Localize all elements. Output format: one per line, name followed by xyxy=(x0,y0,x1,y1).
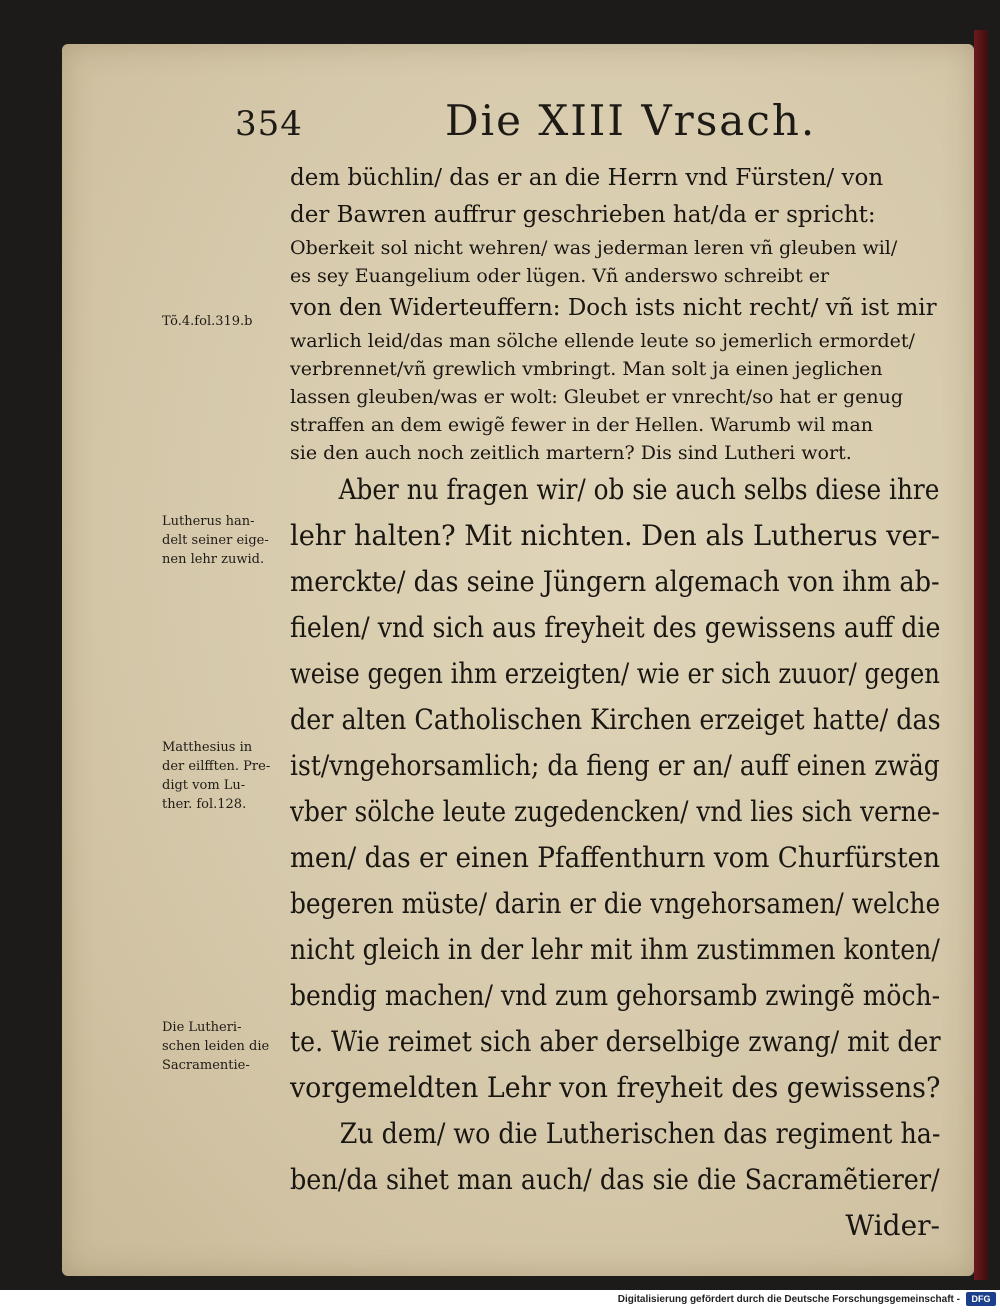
text-line: te. Wie reimet sich aber derselbige zwang/ mit der xyxy=(290,1025,941,1058)
margin-note-line: digt vom Lu- xyxy=(162,778,246,793)
text-line: Aber nu fragen wir/ ob sie auch selbs diese ihre xyxy=(338,473,940,506)
text-line: vorgemeldten Lehr von freyheit des gewissens? xyxy=(290,1071,941,1104)
margin-note-line: schen leiden die xyxy=(162,1039,270,1054)
margin-note-line: ther. fol.128. xyxy=(162,797,247,812)
text-line: der alten Catholischen Kirchen erzeiget hatte/ das xyxy=(290,703,941,736)
text-line: ben/da sihet man auch/ das sie die Sacramẽtierer/ xyxy=(290,1163,940,1196)
dfg-logo: DFG xyxy=(966,1292,996,1306)
text-line: nicht gleich in der lehr mit ihm zustimmen konten/ xyxy=(290,933,940,966)
text-line: der Bawren auffrur geschrieben hat/da er spricht: xyxy=(290,202,876,228)
margin-note-matthesius xyxy=(162,738,270,814)
margin-note-line: der eilfften. Pre- xyxy=(162,759,271,774)
text-line: verbrennet/vñ grewlich vmbringt. Man solt ja einen jeglichen xyxy=(290,358,883,380)
margin-note-line: Matthesius in xyxy=(162,740,253,755)
margin-note-line: Tõ.4.fol.319.b xyxy=(162,314,253,329)
main-text-block xyxy=(290,160,940,1249)
text-line: es sey Euangelium oder lügen. Vñ anderswo schreibt er xyxy=(290,265,830,287)
text-line: von den Widerteuffern: Doch ists nicht recht/ vñ ist mir xyxy=(290,295,937,321)
page-header xyxy=(235,96,935,156)
margin-note-line: nen lehr zuwid. xyxy=(162,552,265,567)
text-line: begeren müste/ darin er die vngehorsamen/ welche xyxy=(290,887,941,920)
margin-note-line: Lutherus han- xyxy=(162,514,255,529)
page-number: 354 xyxy=(235,104,303,144)
text-line: Zu dem/ wo die Lutherischen das regiment ha- xyxy=(339,1117,941,1150)
text-line: warlich leid/das man sölche ellende leute so jemerlich ermordet/ xyxy=(290,330,915,352)
text-line: straffen an dem ewigẽ fewer in der Hellen. Warumb wil man xyxy=(290,414,874,436)
text-line: sie den auch noch zeitlich martern? Dis sind Lutheri wort. xyxy=(290,442,852,464)
text-line: vber sölche leute zugedencken/ vnd lies sich verne- xyxy=(290,795,940,828)
text-line: ist/vngehorsamlich; da fieng er an/ auff einen zwäg xyxy=(290,749,940,782)
book-edge xyxy=(974,30,988,1280)
text-line: weise gegen ihm erzeigten/ wie er sich zuuor/ gegen xyxy=(290,657,940,690)
text-line: merckte/ das seine Jüngern algemach von ihm ab- xyxy=(290,565,940,598)
margin-note-reference xyxy=(162,312,253,331)
margin-note-line: delt seiner eige- xyxy=(162,533,269,548)
margin-note-line: Sacramentie- xyxy=(162,1058,250,1073)
text-line: bendig machen/ vnd zum gehorsamb zwingẽ möch- xyxy=(290,979,941,1012)
margin-note-line: Die Lutheri- xyxy=(162,1020,242,1035)
text-line: fielen/ vnd sich aus freyheit des gewissens auff die xyxy=(290,611,941,644)
text-line: dem büchlin/ das er an die Herrn vnd Fürsten/ von xyxy=(290,165,884,191)
running-head: Die XIII Vrsach. xyxy=(445,96,817,145)
digitization-credit: Digitalisierung gefördert durch die Deutsche Forschungsgemeinschaft - xyxy=(617,1294,960,1305)
margin-note-lutherus xyxy=(162,512,269,569)
margin-note-lutherischen xyxy=(162,1018,269,1075)
catchword: Wider- xyxy=(845,1209,940,1242)
text-line: men/ das er einen Pfaffenthurn vom Churfürsten xyxy=(290,841,941,874)
text-line: lassen gleuben/was er wolt: Gleubet er vnrecht/so hat er genug xyxy=(290,386,904,408)
text-line: Oberkeit sol nicht wehren/ was jederman leren vñ gleuben wil/ xyxy=(290,237,898,259)
text-line: lehr halten? Mit nichten. Den als Lutherus ver- xyxy=(290,519,940,552)
